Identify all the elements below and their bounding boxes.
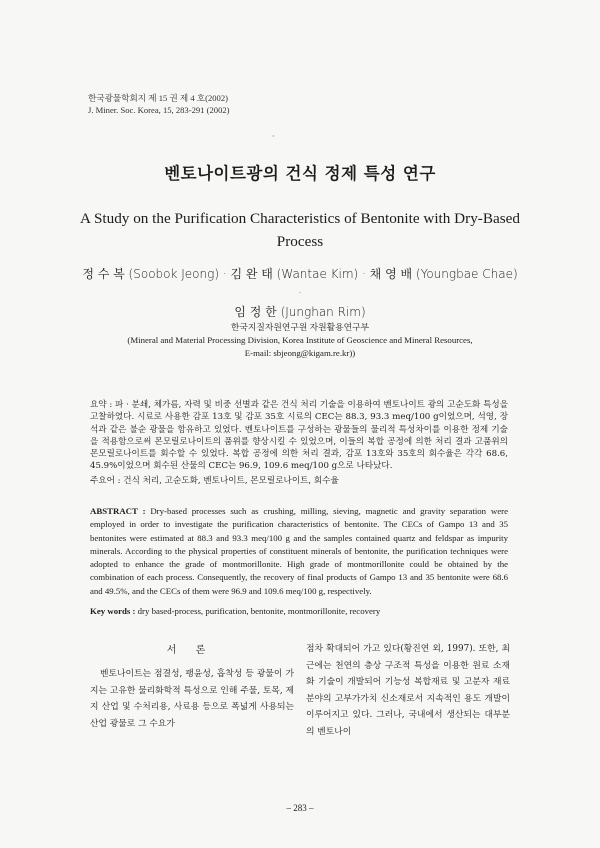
abstract-korean: 요약 : 파 · 분쇄, 체가름, 자력 및 비중 선별과 같은 건식 처리 기술을 이용하여 벤토나이트 광의 고순도화 특성을 고찰하였다. 시료로 사용한 감포 13호 및 감포 35호 시료의 CEC는 88.3, 93.3 meq/100 g이었으며, 석영, 장석과 같은 불순 광물을 함유하고 있었다. 벤토나이트를 구성하는 광물들의 물리적 특성차이를 이용한 정제 기술을 적용함으로써 몬모릴로나이트의 품위를 향상시킬 수 있었으며, 이들의 복합 공정에 의한 처리 결과 고품위의 몬모릴로나이트를 회수할 수 있었다. 복합 공정에 의한 처리 결과, 감포 13호와 35호의 회수율은 각각 68.6, 45.9%이었으며 회수된 산물의 CEC는 96.9, 109.6 meq/100 g으로 나타났다. bbox=[90, 400, 508, 472]
keywords-english-label: Key words : bbox=[90, 606, 136, 616]
section-heading-introduction: 서 론 bbox=[166, 645, 214, 656]
abstract-english-text: Dry-based processes such as crushing, milling, sieving, magnetic and gravity separation were employed in order to investigate the purification characteristics of bentonite. The CECs of Gampo 13 and 35 bentonites were estimated at 88.3 and 93.3 meq/100 g and the samples contained quartz and feldspar as impurity minerals. According to the physical properties of constituent minerals of bentonite, the purification techniques were adopted to enhance the grade of montmorillonite. High grade of montmorillonite could be obtained by the combination of each process. Consequently, the recovery of final products of Gampo 13 and 35 bentonite were 68.6 and 49.5%, and the CECs of them were 96.9 and 109.6 meq/100 g, respectively. bbox=[90, 506, 508, 596]
affiliation-email: E-mail: sbjeong@kigam.re.kr)) bbox=[244, 348, 356, 358]
affiliation bbox=[90, 321, 510, 360]
author-line-1: 정 수 복 (Soobok Jeong) · 김 완 태 (Wantae Kim) · 채 영 배 (Youngbae Chae) · bbox=[82, 267, 518, 300]
abstract-english bbox=[90, 505, 508, 598]
abstract-english-label: ABSTRACT : bbox=[90, 506, 146, 516]
journal-citation-korean: 한국광물학회지 제 15 권 제 4 호(2002) bbox=[88, 93, 229, 103]
keywords-english-text: dry based-process, purification, bentonite, montmorillonite, recovery bbox=[137, 606, 381, 616]
author-list bbox=[80, 265, 520, 322]
body-text-right-column: 점차 확대되어 가고 있다(황진연 외, 1997). 또한, 최근에는 천연의 층상 구조적 특성을 이용한 원료 소재화 기술이 개발되어 기능성 복합재료 및 고분자 재료 분야의 고부가가치 신소재로서 지속적인 용도 개발이 이루어지고 있다. 그러나, 국내에서 생산되는 대부분의 벤토나이 bbox=[306, 644, 510, 737]
keywords-korean: 주요어 : 건식 처리, 고순도화, 벤토나이트, 몬모릴로나이트, 회수율 bbox=[90, 476, 339, 486]
journal-citation-english: J. Miner. Soc. Korea, 15, 283-291 (2002) bbox=[88, 105, 230, 115]
author-line-2: 임 정 한 (Junghan Rim) bbox=[234, 305, 366, 319]
paper-title-english: A Study on the Purification Characteristics of Bentonite with Dry-Based Process bbox=[80, 210, 520, 250]
decorative-dot: · bbox=[272, 132, 275, 141]
journal-citation bbox=[88, 92, 230, 116]
affiliation-korean: 한국지질자원연구원 자원활용연구부 bbox=[230, 322, 370, 332]
affiliation-english: (Mineral and Material Processing Division, Korea Institute of Geoscience and Mineral Resources, bbox=[127, 335, 473, 345]
keywords-english bbox=[90, 605, 508, 618]
body-text-left-column: 벤토나이트는 점결성, 팽윤성, 흡착성 등 광물이 가지는 고유한 물리화학적 특성으로 인해 주물, 토목, 제지 산업 및 수처리용, 사료용 등으로 폭넓게 사용되는 산업 광물로 그 수요가 bbox=[90, 669, 294, 729]
page-number: – 283 – bbox=[286, 803, 314, 813]
paper-title-korean: 벤토나이트광의 건식 정제 특성 연구 bbox=[164, 164, 436, 183]
